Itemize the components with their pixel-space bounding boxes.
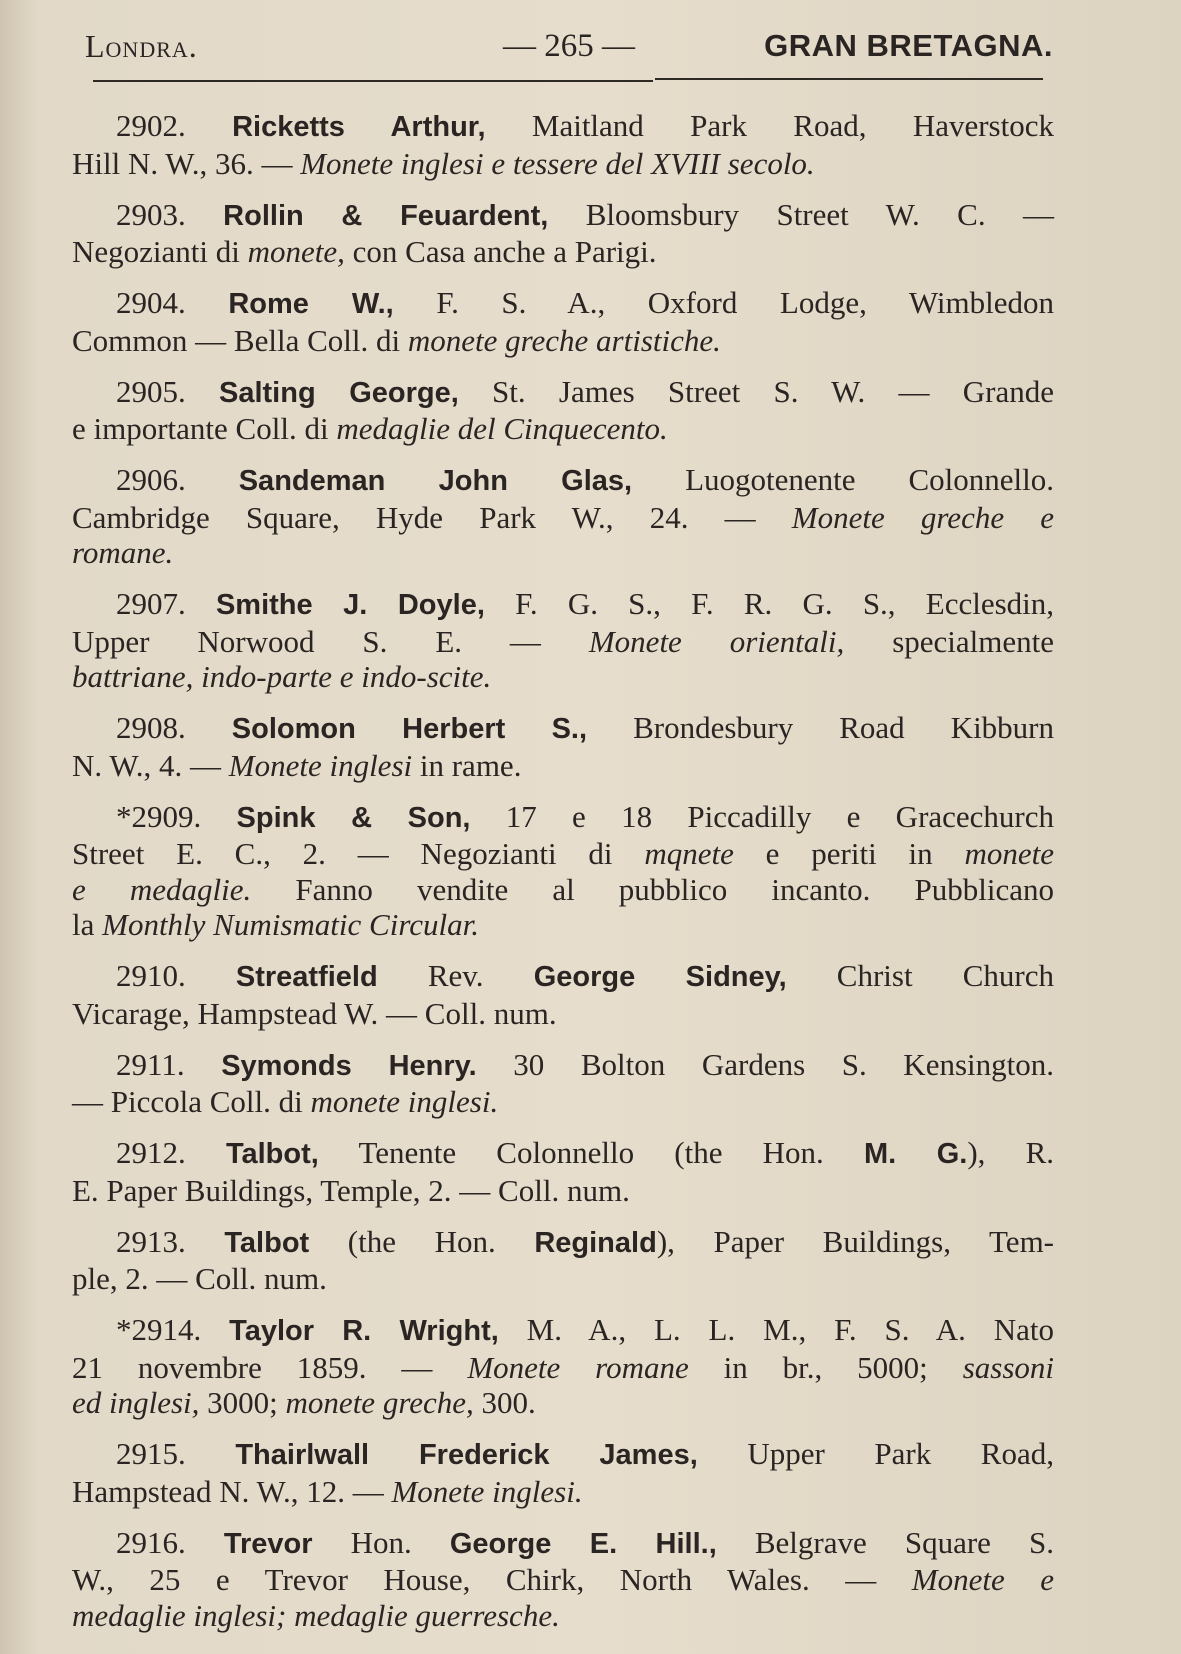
entry-text: 2905. xyxy=(116,373,219,409)
entry-italic-text: battriane, indo-parte e indo-scite. xyxy=(72,659,492,694)
entry-name: Symonds Henry. xyxy=(221,1049,477,1082)
entry-line xyxy=(72,1350,1054,1386)
entry-2909 xyxy=(72,799,1054,943)
entry-italic-text: Monete romane xyxy=(467,1349,689,1385)
entry-italic-text: monete greche artistiche. xyxy=(407,322,721,358)
entry-line xyxy=(72,146,1054,182)
entry-line xyxy=(72,1474,1054,1510)
entry-italic-text: Monthly Numismatic Circular. xyxy=(102,907,479,942)
entry-text: e periti in xyxy=(733,836,965,871)
entry-name: Ricketts Arthur, xyxy=(232,111,486,143)
entry-text: E. Paper Buildings, Temple, 2. — Coll. num. xyxy=(72,1172,630,1208)
entry-text: con Casa anche a Parigi. xyxy=(344,234,657,269)
entry-italic-text: monete xyxy=(964,836,1054,871)
entry-line xyxy=(72,374,1054,412)
entry-text: Belgrave Square S. xyxy=(716,1524,1055,1560)
entry-text: F. G. S., F. R. G. S., Ecclesdin, xyxy=(484,586,1055,621)
entry-line xyxy=(72,197,1054,235)
entry-text: ), Paper Buildings, Tem- xyxy=(656,1223,1054,1259)
entry-line xyxy=(72,710,1054,748)
header-city: Londra. xyxy=(85,28,198,64)
entry-2914 xyxy=(72,1312,1054,1421)
entry-line xyxy=(72,1436,1054,1474)
entry-text: 2902. xyxy=(116,108,233,143)
entry-2907 xyxy=(72,586,1054,695)
entry-italic-text: monete, xyxy=(247,234,345,269)
entry-line xyxy=(72,1135,1054,1173)
entry-2905 xyxy=(72,374,1054,447)
entry-text: Bloomsbury Street W. C. — xyxy=(548,196,1055,232)
entry-text: *2914. xyxy=(116,1312,230,1347)
entry-name: Talbot, xyxy=(225,1138,319,1170)
entry-text: N. W., 4. — xyxy=(72,747,229,783)
entry-name: Smithe J. Doyle, xyxy=(215,589,485,621)
entry-text: 300. xyxy=(473,1385,536,1420)
entry-line xyxy=(72,234,1054,270)
entry-text: Hampstead N. W., 12. — xyxy=(72,1473,392,1509)
entry-italic-text: Monete inglesi e tessere del XVIII secolo. xyxy=(300,145,815,181)
entry-line xyxy=(72,958,1054,996)
page-number: — 265 — xyxy=(503,28,635,64)
entry-name: Spink & Son, xyxy=(236,801,471,834)
entry-name: Rome W., xyxy=(228,288,394,320)
entry-text: Rev. xyxy=(377,958,534,993)
header-rule xyxy=(93,80,653,82)
entry-line xyxy=(72,836,1054,872)
entry-name: Salting George, xyxy=(219,376,459,409)
entry-line xyxy=(72,1598,1054,1634)
entry-italic-text: Monete e xyxy=(911,1562,1054,1597)
entry-italic-text: monete greche, xyxy=(285,1385,474,1420)
entry-line xyxy=(72,996,1054,1032)
entry-text: Negozianti di xyxy=(72,234,248,269)
entry-name: Trevor xyxy=(223,1527,313,1560)
entry-text: Luogotenente Colonnello. xyxy=(632,462,1054,497)
entry-2916 xyxy=(72,1525,1054,1634)
entry-text: Brondesbury Road Kibburn xyxy=(587,710,1055,745)
entry-text: in br., 5000; xyxy=(688,1349,963,1385)
entry-italic-text: Monete inglesi xyxy=(228,747,413,783)
entry-line xyxy=(72,799,1054,837)
entry-text: — Piccola Coll. di xyxy=(72,1084,311,1119)
entry-name: Talbot xyxy=(224,1226,310,1259)
entry-2904 xyxy=(72,285,1054,358)
entry-italic-text: monete inglesi. xyxy=(310,1084,499,1119)
entry-line xyxy=(72,1084,1054,1120)
entry-line xyxy=(72,907,1054,943)
entry-name: Solomon Herbert S., xyxy=(231,713,588,745)
entry-text: 3000; xyxy=(199,1385,286,1420)
entry-line xyxy=(72,462,1054,500)
entry-text: specialmente xyxy=(844,623,1054,659)
entry-2902 xyxy=(72,108,1054,181)
entry-line xyxy=(72,1562,1054,1598)
entry-line xyxy=(72,872,1054,908)
entry-text: Christ Church xyxy=(786,958,1054,993)
entry-text: 2907. xyxy=(116,586,216,621)
entry-text: 21 novembre 1859. — xyxy=(72,1349,468,1385)
entry-text: M. A., L. L. M., F. S. A. Nato xyxy=(498,1312,1054,1347)
entry-text: Hill N. W., 36. — xyxy=(72,145,301,181)
entry-italic-text: medaglie inglesi; medaglie guerresche. xyxy=(72,1597,560,1633)
entry-name: Rollin & Feuardent, xyxy=(223,199,549,232)
entry-text: Upper Norwood S. E. — xyxy=(72,623,589,659)
entry-line xyxy=(72,535,1054,571)
entry-name: Thairlwall Frederick James, xyxy=(235,1439,698,1471)
entry-text: 2915. xyxy=(116,1436,236,1471)
entry-text: Maitland Park Road, Haverstock xyxy=(485,108,1054,143)
entry-text: ), R. xyxy=(967,1135,1054,1170)
entry-text: F. S. A., Oxford Lodge, Wimbledon xyxy=(393,285,1055,320)
entry-text: *2909. xyxy=(116,798,237,834)
entry-text: Cambridge Square, Hyde Park W., 24. — xyxy=(72,499,792,535)
entry-italic-text: mqnete xyxy=(644,836,734,871)
entry-text: St. James Street S. W. — Grande xyxy=(458,373,1054,409)
entry-line xyxy=(72,323,1054,359)
entry-name: Reginald xyxy=(534,1226,657,1259)
entry-text: 2912. xyxy=(116,1135,226,1170)
entry-text: Common — Bella Coll. di xyxy=(72,322,408,358)
entry-line xyxy=(72,285,1054,323)
entry-line xyxy=(72,1312,1054,1350)
entry-text: Vicarage, Hampstead W. — Coll. num. xyxy=(72,995,557,1031)
entry-line xyxy=(72,1525,1054,1563)
entry-italic-text: sassoni xyxy=(962,1349,1054,1385)
entry-line xyxy=(72,108,1054,146)
entry-text: (the Hon. xyxy=(309,1223,535,1259)
entry-line xyxy=(72,1173,1054,1209)
entry-2912 xyxy=(72,1135,1054,1208)
entry-2915 xyxy=(72,1436,1054,1509)
entry-text: 17 e 18 Piccadilly e Gracechurch xyxy=(470,798,1055,834)
entry-text: 2911. xyxy=(116,1046,222,1082)
entry-line xyxy=(72,586,1054,624)
entry-name: Sandeman John Glas, xyxy=(238,465,633,497)
entry-2908 xyxy=(72,710,1054,783)
entry-line xyxy=(72,624,1054,660)
entry-text: Hon. xyxy=(312,1524,450,1560)
entry-2911 xyxy=(72,1047,1054,1120)
entry-italic-text: e medaglie. xyxy=(72,871,252,907)
entry-line xyxy=(72,1261,1054,1297)
entry-italic-text: Monete inglesi. xyxy=(391,1473,583,1509)
entry-name: George E. Hill., xyxy=(449,1527,717,1560)
entry-text: 2916. xyxy=(116,1524,224,1560)
entry-2913 xyxy=(72,1224,1054,1297)
entry-line xyxy=(72,500,1054,536)
entry-line xyxy=(72,748,1054,784)
entry-text: 2913. xyxy=(116,1223,225,1259)
header-country: GRAN BRETAGNA. xyxy=(764,28,1053,63)
entry-italic-text: Monete greche e xyxy=(791,499,1055,535)
entry-line xyxy=(72,1047,1054,1085)
entry-italic-text: romane. xyxy=(72,535,174,570)
entry-text: la xyxy=(72,907,103,942)
entry-name: George Sidney, xyxy=(533,961,787,993)
directory-entries xyxy=(72,108,1054,1649)
entry-line xyxy=(72,411,1054,447)
entry-italic-text: ed inglesi, xyxy=(72,1385,200,1420)
entry-text: in rame. xyxy=(412,747,522,783)
entry-text: 2908. xyxy=(116,710,232,745)
entry-2910 xyxy=(72,958,1054,1031)
entry-name: M. G. xyxy=(863,1138,968,1170)
entry-text: e importante Coll. di xyxy=(72,411,337,446)
entry-text: 2910. xyxy=(116,958,236,993)
entry-text: 2903. xyxy=(116,196,224,232)
entry-text: 30 Bolton Gardens S. Kensington. xyxy=(476,1046,1054,1082)
entry-text: W., 25 e Trevor House, Chirk, North Wales. — xyxy=(72,1562,912,1597)
entry-line xyxy=(72,1385,1054,1421)
entry-2906 xyxy=(72,462,1054,571)
entry-name: Taylor R. Wright, xyxy=(229,1315,499,1347)
entry-italic-text: Monete orientali, xyxy=(588,623,845,659)
entry-italic-text: medaglie del Cinquecento. xyxy=(336,411,668,446)
entry-line xyxy=(72,1224,1054,1262)
entry-text: Fanno vendite al pubblico incanto. Pubblicano xyxy=(251,871,1054,907)
entry-text: Upper Park Road, xyxy=(697,1436,1054,1471)
entry-name: Streatfield xyxy=(235,961,378,993)
entry-text: ple, 2. — Coll. num. xyxy=(72,1261,327,1296)
entry-text: 2904. xyxy=(116,285,229,320)
entry-2903 xyxy=(72,197,1054,270)
header-rule xyxy=(655,78,1043,80)
entry-text: 2906. xyxy=(116,462,239,497)
entry-text: Tenente Colonnello (the Hon. xyxy=(318,1135,864,1170)
entry-line xyxy=(72,659,1054,695)
running-header xyxy=(85,22,1053,82)
entry-text: Street E. C., 2. — Negozianti di xyxy=(72,836,645,871)
